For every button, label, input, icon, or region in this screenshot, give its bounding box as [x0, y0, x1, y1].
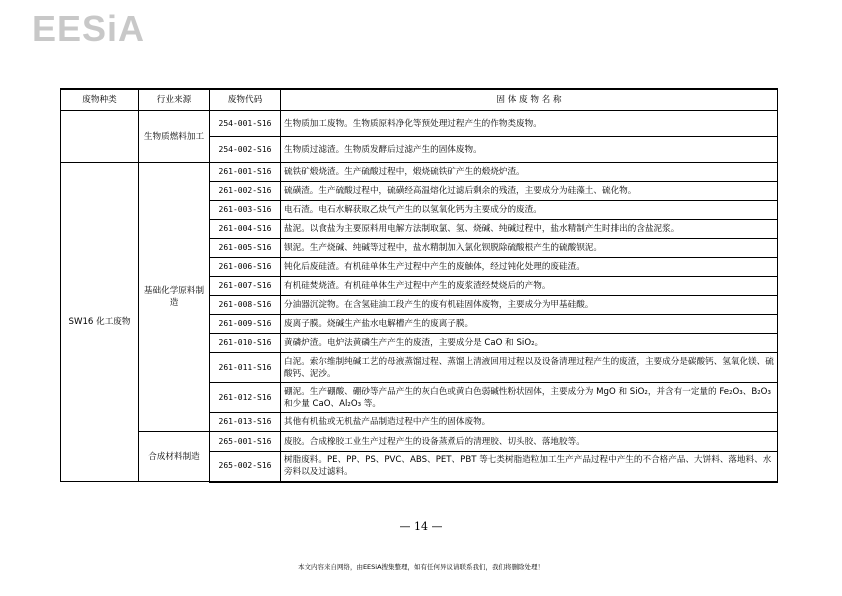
waste-code: 261-005-S16	[210, 239, 281, 258]
header-name: 固 体 废 物 名 称	[281, 89, 778, 111]
waste-code: 265-001-S16	[210, 432, 281, 452]
table-header-row	[61, 89, 778, 111]
waste-code: 254-002-S16	[210, 137, 281, 163]
waste-code: 261-003-S16	[210, 201, 281, 220]
waste-name: 白泥。索尔维制纯碱工艺的母液蒸馏过程、蒸馏上清液回用过程以及设备清理过程产生的废渣，主要成分是碳酸钙、氢氧化镁、硫酸钙、泥沙。	[281, 353, 778, 383]
waste-code: 261-001-S16	[210, 163, 281, 182]
table-row	[61, 432, 778, 452]
waste-code: 261-010-S16	[210, 334, 281, 353]
footer-disclaimer: 本文内容来自网络，由EESiA搜集整理，如有任何异议请联系我们，我们将删除处理！	[297, 563, 545, 571]
waste-name: 硫铁矿煅烧渣。生产硫酸过程中，煅烧硫铁矿产生的煅烧炉渣。	[281, 163, 778, 182]
industry-cell: 生物质燃料加工	[139, 111, 210, 163]
table-row	[61, 163, 778, 182]
waste-code: 261-008-S16	[210, 296, 281, 315]
waste-name: 硫磺渣。生产硫酸过程中，硫磺经高温熔化过滤后剩余的残渣，主要成分为硅藻土、硫化物。	[281, 182, 778, 201]
waste-code: 265-002-S16	[210, 452, 281, 482]
waste-name: 硼泥。生产硼酸、硼砂等产品产生的灰白色或黄白色弱碱性粉状固体，主要成分为 MgO 和 SiO₂，并含有一定量的 Fe₂O₃、B₂O₃ 和少量 CaO、Al₂O₃ 等。	[281, 383, 778, 413]
waste-name: 废离子膜。烧碱生产盐水电解槽产生的废离子膜。	[281, 315, 778, 334]
waste-code: 261-004-S16	[210, 220, 281, 239]
waste-name: 钝化后废硅渣。有机硅单体生产过程中产生的废触体，经过钝化处理的废硅渣。	[281, 258, 778, 277]
header-category: 废物种类	[61, 89, 139, 111]
waste-code: 261-012-S16	[210, 383, 281, 413]
waste-name: 电石渣。电石水解获取乙炔气产生的以氢氧化钙为主要成分的废渣。	[281, 201, 778, 220]
waste-code: 261-007-S16	[210, 277, 281, 296]
industry-cell: 基础化学原料制造	[139, 163, 210, 432]
page-number: — 14 —	[399, 520, 443, 533]
industry-cell: 合成材料制造	[139, 432, 210, 482]
waste-name: 生物质加工废物。生物质原料净化等预处理过程产生的作物类废物。	[281, 111, 778, 137]
eesia-logo: EESiA	[32, 8, 146, 49]
waste-name: 树脂废料。PE、PP、PS、PVC、ABS、PET、PBT 等七类树脂造粒加工生产产品过程中产生的不合格产品、大饼料、落地料、水旁料以及过滤料。	[281, 452, 778, 482]
waste-code: 261-006-S16	[210, 258, 281, 277]
header-industry: 行业来源	[139, 89, 210, 111]
waste-name: 盐泥。以食盐为主要原料用电解方法制取氯、氢、烧碱、纯碱过程中，盐水精制产生时排出的含盐泥浆。	[281, 220, 778, 239]
category-cell: SW16 化工废物	[61, 163, 139, 482]
waste-name: 有机硅焚烧渣。有机硅单体生产过程中产生的废浆渣经焚烧后的产物。	[281, 277, 778, 296]
waste-name: 分油器沉淀物。在含氢硅油工段产生的废有机硅固体废物，主要成分为甲基硅酸。	[281, 296, 778, 315]
waste-name: 黄磷炉渣。电炉法黄磷生产产生的废渣，主要成分是 CaO 和 SiO₂。	[281, 334, 778, 353]
waste-name: 生物质过滤渣。生物质发酵后过滤产生的固体废物。	[281, 137, 778, 163]
header-code: 废物代码	[210, 89, 281, 111]
table-row	[61, 111, 778, 137]
category-cell	[61, 111, 139, 163]
waste-name: 其他有机盐或无机盐产品制造过程中产生的固体废物。	[281, 413, 778, 432]
waste-code: 261-013-S16	[210, 413, 281, 432]
waste-code: 261-011-S16	[210, 353, 281, 383]
waste-code: 261-002-S16	[210, 182, 281, 201]
waste-code: 254-001-S16	[210, 111, 281, 137]
waste-name: 废胶。合成橡胶工业生产过程产生的设备蒸煮后的清理胶、切头胶、落地胶等。	[281, 432, 778, 452]
waste-code: 261-009-S16	[210, 315, 281, 334]
solid-waste-table	[60, 88, 778, 483]
waste-name: 钡泥。生产烧碱、纯碱等过程中，盐水精制加入氯化钡脱除硫酸根产生的硫酸钡泥。	[281, 239, 778, 258]
